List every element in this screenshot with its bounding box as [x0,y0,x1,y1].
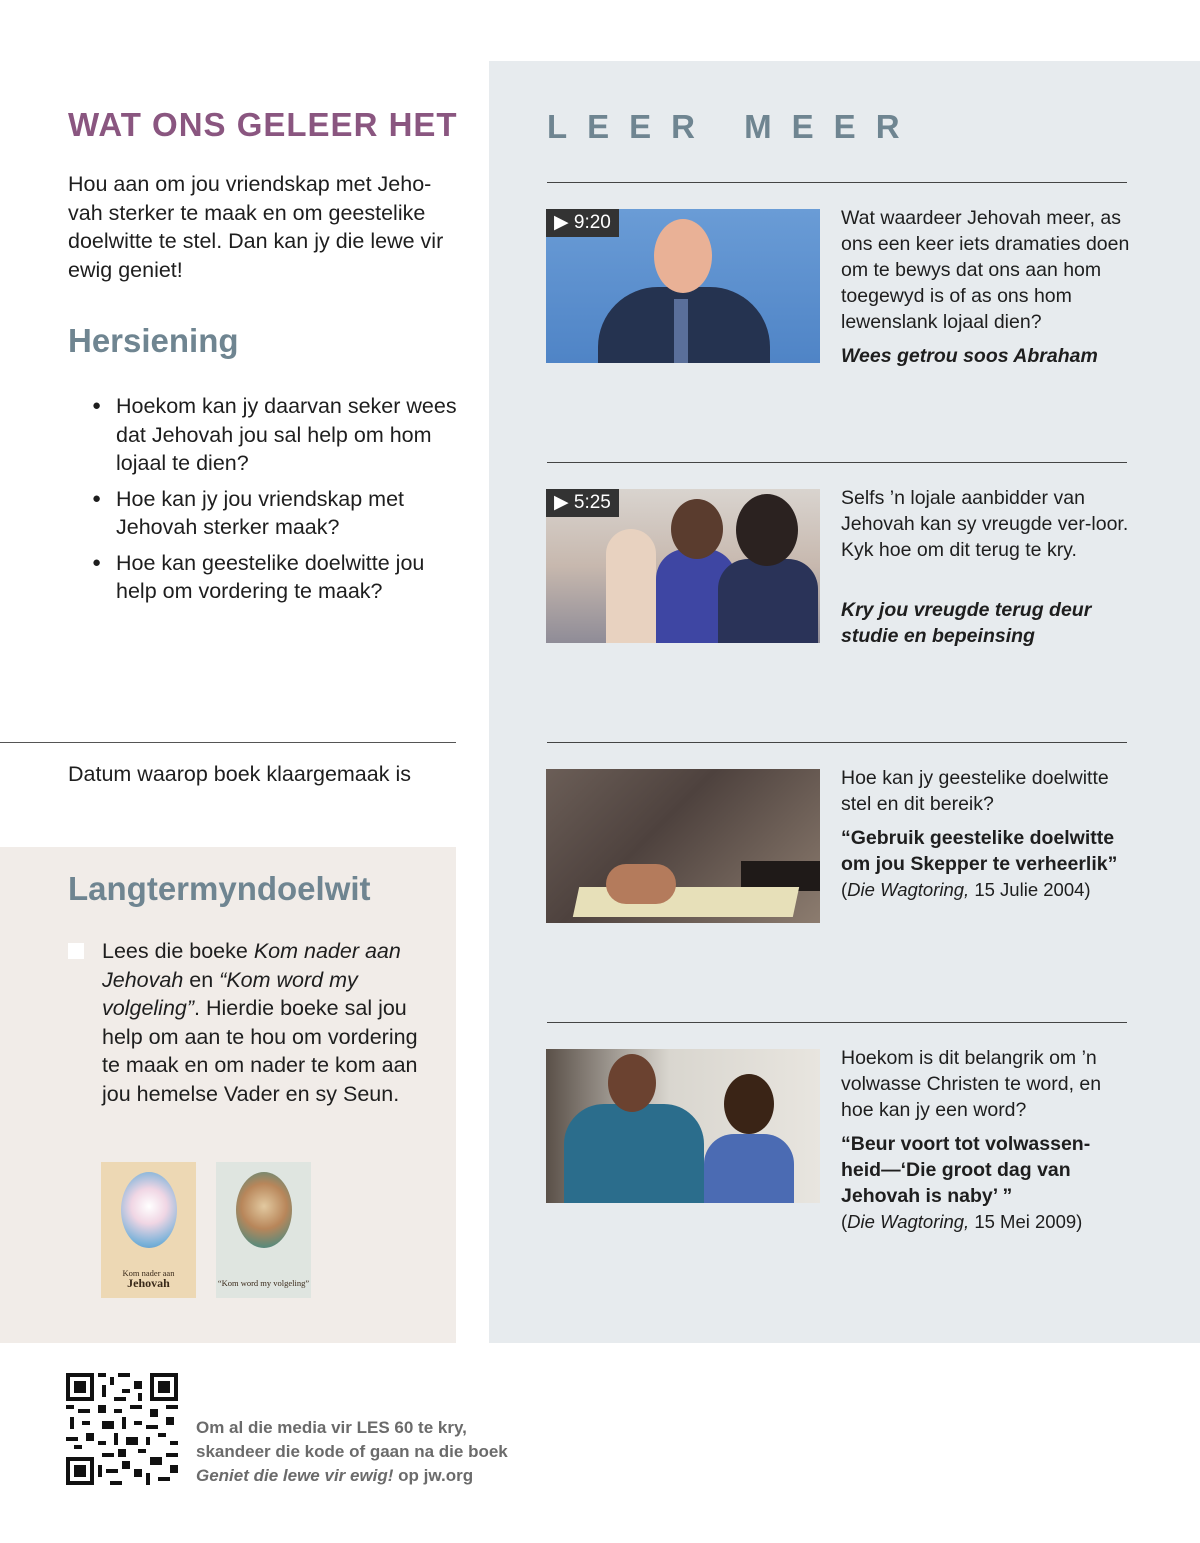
qr-code-icon[interactable] [66,1373,178,1485]
book-cover-follow-me [216,1162,311,1298]
source-date: 15 Mei 2009) [969,1211,1083,1232]
entry-title-link[interactable]: “Gebruik geestelike doelwitte om jou Skepper te verheerlik” [841,827,1118,875]
article-thumbnail[interactable] [546,1049,820,1203]
source-publication: Die Wagtoring, [847,879,970,900]
review-question: ● Hoe kan geestelike doelwitte jou help om vordering te maak? [92,549,462,606]
audience-figure [736,494,798,566]
footer-line: op jw.org [393,1466,474,1485]
goal-checkbox[interactable] [68,943,84,959]
review-question: ● Hoekom kan jy daarvan seker wees dat Jehovah jou sal help om hom lojaal te dien? [92,392,462,478]
book-title-1: Kom nader aan Jehovah [102,939,401,992]
review-heading: Hersiening [68,322,239,359]
entry-title-link[interactable]: Wees getrou soos Abraham [841,345,1098,367]
speaker-tie [674,299,688,363]
section-title-learn-more: LEER MEER [547,108,920,145]
book-cover-draw-close [101,1162,196,1298]
entry-question: Selfs ’n lojale aanbidder van Jehovah kan sy vreugde ver-loor. Kyk hoe om dit terug te kry. [841,487,1129,561]
cover-title-big: Jehovah [127,1276,170,1290]
audience-figure [718,559,818,643]
book-title-2: “Kom word my volgeling” [102,967,358,1020]
entry-question: Wat waardeer Jehovah meer, as ons een keer iets dramaties doen om te bewys dat ons aan hom toegewyd is of as ons hom lewenslank lojaal dien? [841,207,1130,333]
entry-title-link[interactable]: Kry jou vreugde terug deur studie en bepeinsing [841,599,1092,647]
person-figure [724,1074,774,1134]
video-duration-badge: ▶ 5:25 [546,489,619,517]
goal-text-part: en [183,967,220,992]
cover-artwork [236,1172,292,1248]
entry-question: Hoekom is dit belangrik om ’n volwasse Christen te word, en hoe kan jy een word? [841,1047,1102,1121]
review-question: ● Hoe kan jy jou vriendskap met Jehovah sterker maak? [92,485,462,542]
entry-source [841,1210,1082,1234]
footer-book-title: Geniet die lewe vir ewig! [196,1466,394,1485]
video-thumbnail[interactable] [546,209,820,363]
goal-heading: Langtermyndoelwit [68,870,371,907]
video-thumbnail[interactable] [546,489,820,643]
divider [0,742,456,743]
divider [547,1022,1127,1023]
person-figure [564,1104,704,1203]
divider [547,182,1127,183]
intro-paragraph: Hou aan om jou vriendskap met Jeho-vah sterker te maak en om geestelike doelwitte te stel. Dan kan jy die lewe vir ewig geniet! [68,172,444,282]
audience-figure [671,499,723,559]
goal-text-part: Lees die boeke [102,939,254,963]
audience-figure [606,529,656,643]
source-publication: Die Wagtoring, [847,1211,970,1232]
section-title-learned: WAT ONS GELEER HET [68,106,458,143]
review-list [92,392,462,613]
entry-question: Hoe kan jy geestelike doelwitte stel en dit bereik? [841,767,1109,815]
source-part: ( [841,879,848,900]
goal-text-part: . Hierdie boeke sal jou help om aan te hou om vordering te maak en om nader te kom aan jou hemelse Vader en sy Seun. [102,996,418,1106]
entry-source [841,878,1091,902]
footer-line: skandeer die kode of gaan na die boek [196,1442,508,1461]
person-figure [704,1134,794,1203]
goal-text [102,937,432,1108]
writing-hand-figure [606,864,676,904]
footer-media-note [196,1416,508,1488]
entry-title-link[interactable]: “Beur voort tot volwassen-heid—‘Die groot dag van Jehovah is naby’ ” [841,1133,1091,1207]
speaker-head [654,219,712,293]
source-part: ( [841,1211,848,1232]
video-duration-badge: ▶ 9:20 [546,209,619,237]
source-date: 15 Julie 2004) [969,879,1091,900]
footer-line: Om al die media vir LES 60 te kry, [196,1418,467,1437]
cover-title-small: Kom nader aan [122,1268,175,1278]
cover-title: “Kom word my volgeling” [217,1278,310,1288]
cover-artwork [121,1172,177,1248]
divider [547,462,1127,463]
date-completed-label: Datum waarop boek klaargemaak is [68,762,411,786]
article-thumbnail[interactable] [546,769,820,923]
person-figure [608,1054,656,1112]
divider [547,742,1127,743]
